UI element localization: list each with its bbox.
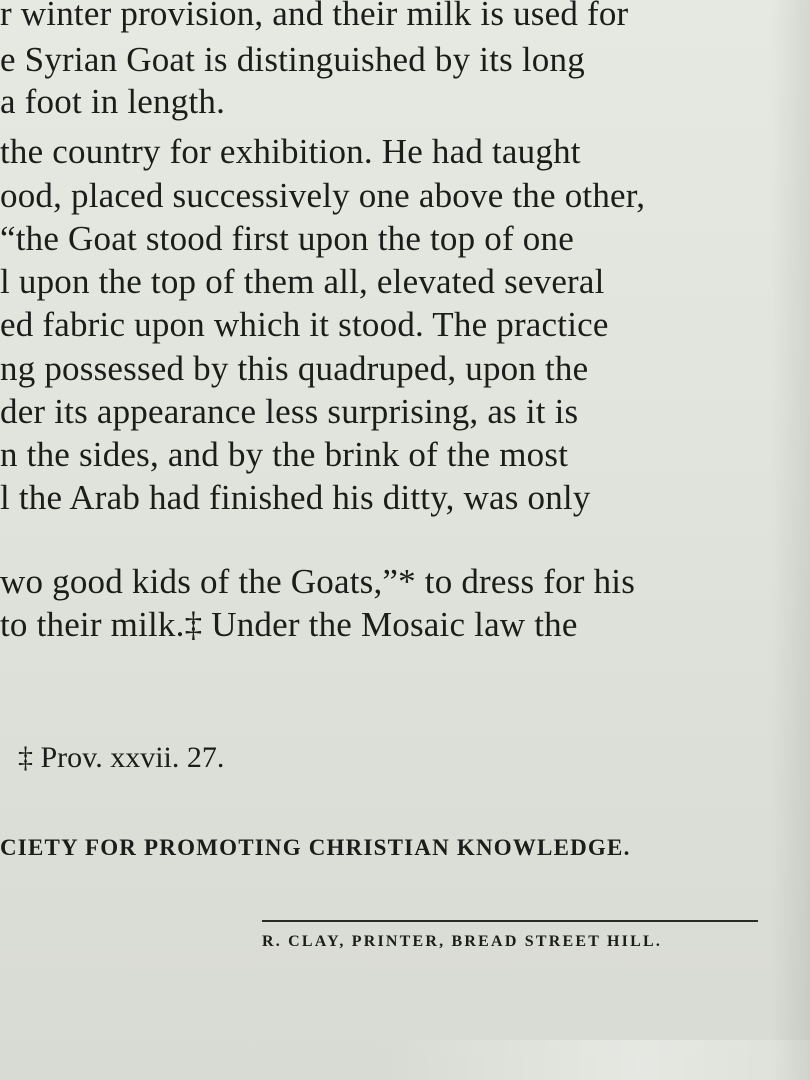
society-line: CIETY FOR PROMOTING CHRISTIAN KNOWLEDGE. [0,835,631,860]
text-line: the country for exhibition. He had taught [0,132,581,171]
text-line: to their milk.‡ Under the Mosaic law the [0,605,578,644]
page-shadow [770,0,810,1080]
text-line: “the Goat stood first upon the top of one [0,219,574,258]
footnote: ‡ Prov. xxvii. 27. [18,741,225,774]
text-line: r winter provision, and their milk is used for [0,0,629,33]
text-line: n the sides, and by the brink of the most [0,435,569,474]
text-line: ng possessed by this quadruped, upon the [0,349,589,388]
text-line: wo good kids of the Goats,”* to dress for his [0,562,636,601]
printer-line: R. CLAY, PRINTER, BREAD STREET HILL. [262,933,663,950]
plastic-glare [380,1040,810,1080]
text-line: e Syrian Goat is distinguished by its long [0,40,585,79]
text-line: der its appearance less surprising, as it is [0,392,579,431]
text-line: a foot in length. [0,82,226,121]
text-line: ed fabric upon which it stood. The practice [0,305,609,344]
printer-rule [262,920,758,922]
text-line: ood, placed successively one above the other, [0,176,646,215]
text-line: l the Arab had finished his ditty, was only [0,478,591,517]
text-line: l upon the top of them all, elevated several [0,262,605,301]
